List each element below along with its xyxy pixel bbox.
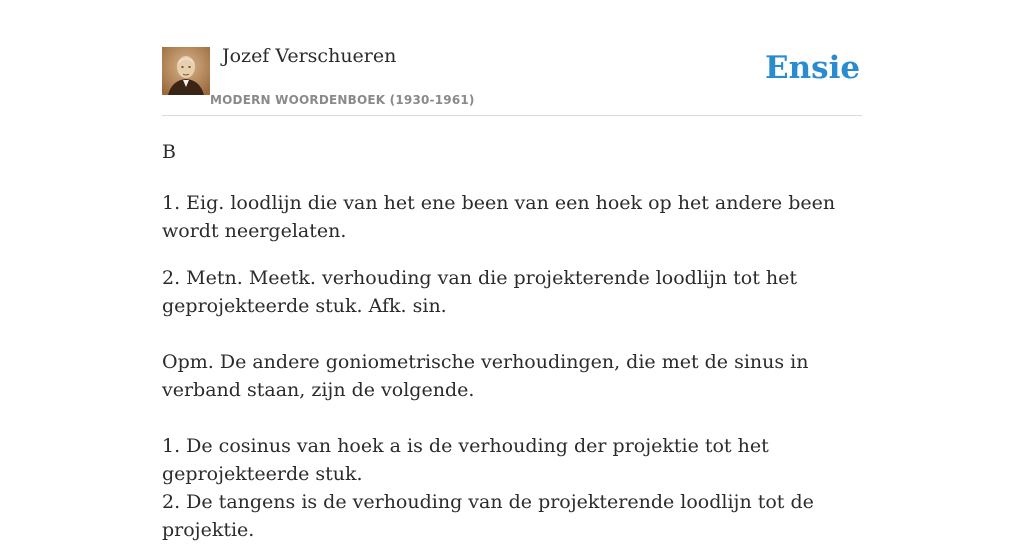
header-divider xyxy=(162,115,862,116)
entry-content xyxy=(162,138,862,544)
definition-1: 1. Eig. loodlijn die van het ene been van een hoek op het andere been wordt neergelaten. xyxy=(162,192,836,242)
entry-headword: B xyxy=(162,141,176,163)
author-name[interactable]: Jozef Verschueren xyxy=(222,45,397,67)
list-item: 1. De cosinus van hoek a is de verhouding der projektie tot het geprojekteerde stuk. xyxy=(162,435,769,485)
author-portrait-image xyxy=(162,47,210,95)
author-avatar xyxy=(162,47,210,95)
entry-note: Opm. De andere goniometrische verhoudingen, die met de sinus in verband staan, zijn de volgende. xyxy=(162,351,809,401)
definition-2: 2. Metn. Meetk. verhouding van die projekterende loodlijn tot het geprojekteerde stuk. Afk. sin. xyxy=(162,267,798,317)
list-item: 2. De tangens is de verhouding van de projekterende loodlijn tot de projektie. xyxy=(162,491,814,541)
ensie-logo[interactable]: Ensie xyxy=(765,50,861,86)
source-dictionary-label[interactable]: MODERN WOORDENBOEK (1930-1961) xyxy=(210,93,475,107)
